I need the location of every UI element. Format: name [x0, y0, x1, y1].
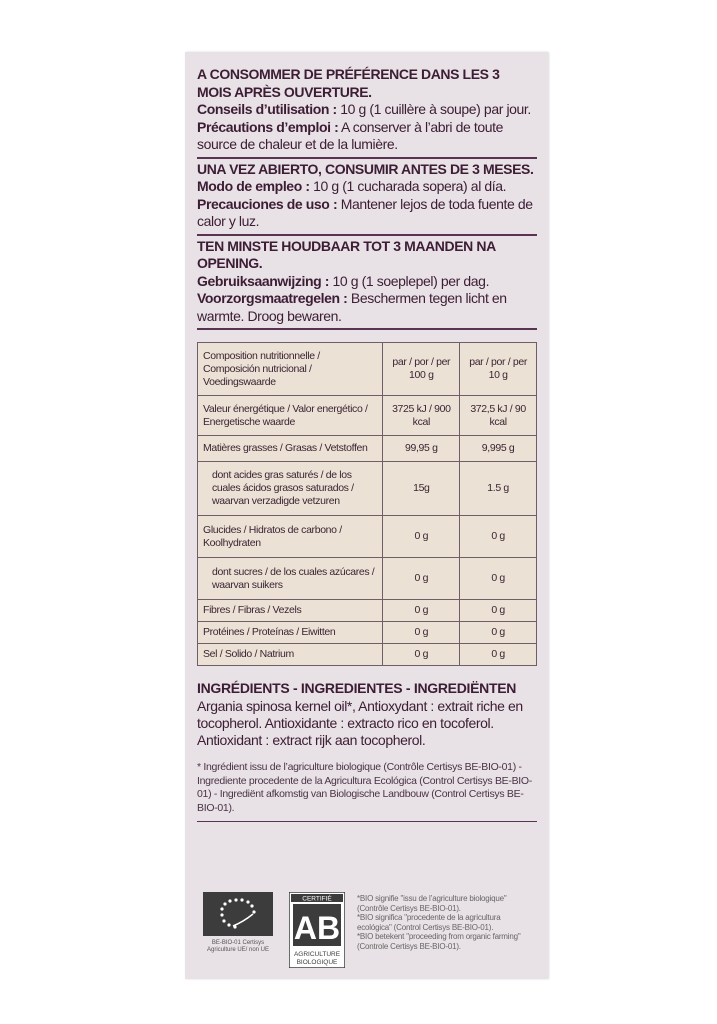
french-precaution-text: A conserver à l’abri de toute source de chaleur et de la lumière.: [197, 118, 504, 152]
spanish-precaution: [197, 196, 537, 231]
nutrition-row-protein: [198, 622, 537, 644]
dutch-usage-text: 10 g (1 soeplepel) per dag.: [329, 272, 490, 289]
nutrition-row-label: Protéines / Proteínas / Eiwitten: [198, 622, 383, 644]
dutch-usage-label: Gebruiksaanwijzing :: [197, 272, 330, 289]
label-content: [197, 66, 537, 822]
nutrition-row-per10: 0 g: [460, 516, 537, 558]
bio-note-fr: *BIO signifie "issu de l’agriculture biologique" (Contrôle Certisys BE-BIO-01).: [357, 894, 507, 913]
spanish-usage-text: 10 g (1 cucharada sopera) al día.: [309, 178, 507, 194]
nutrition-row-energy: [198, 396, 537, 436]
nutrition-row-per10: 0 g: [460, 644, 537, 666]
nutrition-table: [197, 342, 537, 666]
nutrition-row-per100: 0 g: [383, 644, 460, 666]
french-usage-text: 10 g (1 cuillère à soupe) par jour.: [336, 101, 531, 117]
eu-organic-leaf-icon: [203, 892, 273, 936]
ab-certifie-text: CERTIFIÉ: [302, 895, 332, 903]
nutrition-row-sugars: [198, 558, 537, 600]
nutrition-row-per100: 3725 kJ / 900 kcal: [383, 396, 460, 436]
nutrition-row-per100: 0 g: [383, 516, 460, 558]
nutrition-row-per100: 0 g: [383, 622, 460, 644]
ab-agriculture-text: AGRICULTURE: [293, 951, 341, 958]
nutrition-row-per10: 0 g: [460, 558, 537, 600]
nutrition-row-per100: 99,95 g: [383, 436, 460, 462]
nutrition-row-label: Glucides / Hidratos de carbono / Koolhydraten: [198, 516, 383, 558]
divider: [197, 821, 537, 822]
nutrition-row-fat: [198, 436, 537, 462]
bio-note-nl: *BIO betekent "proceeding from organic farming" (Controle Certisys BE-BIO-01).: [357, 932, 521, 951]
divider: [197, 157, 537, 159]
ab-organic-logo-icon: [289, 892, 345, 968]
nutrition-row-label: Valeur énergétique / Valor energético / Energetische waarde: [198, 396, 383, 436]
certification-logos: [197, 892, 537, 972]
nutrition-row-per10: 9,995 g: [460, 436, 537, 462]
ingredients-title: INGRÉDIENTS - INGREDIENTES - INGREDIËNTEN: [197, 680, 517, 696]
nutrition-row-per10: 0 g: [460, 600, 537, 622]
eu-certification-code: BE-BIO-01 Certisys Agriculture UE/ non UE: [206, 940, 270, 953]
nutrition-row-fibre: [198, 600, 537, 622]
ingredients-text: Argania spinosa kernel oil*, Antioxydant : extrait riche en tocopherol. Antioxidante : extracto rico en tocoferol. Antioxidant : extract rijk aan tocopherol.: [197, 698, 523, 748]
bio-notes: [357, 894, 537, 952]
nutrition-header-row: [198, 343, 537, 396]
section-french: [197, 66, 537, 154]
french-usage: [197, 101, 537, 119]
french-precaution: [197, 119, 537, 154]
dutch-heading: TEN MINSTE HOUDBAAR TOT 3 MAANDEN NA OPENING.: [197, 237, 496, 271]
french-heading: A CONSOMMER DE PRÉFÉRENCE DANS LES 3 MOIS APRÈS OUVERTURE.: [197, 66, 500, 100]
section-spanish: [197, 161, 537, 231]
section-dutch: [197, 238, 537, 326]
nutrition-row-saturated: [198, 462, 537, 516]
divider: [197, 234, 537, 236]
nutrition-row-per10: 0 g: [460, 622, 537, 644]
spanish-usage-label: Modo de empleo :: [197, 178, 310, 194]
divider: [197, 328, 537, 330]
ab-biologique-text: BIOLOGIQUE: [296, 959, 338, 966]
dutch-precaution-text: Beschermen tegen licht en warmte. Droog bewaren.: [197, 290, 507, 324]
spanish-usage: [197, 178, 537, 196]
nutrition-row-label: dont acides gras saturés / de los cuales ácidos grasos saturados / waarvan verzadigde vetzuren: [198, 462, 383, 516]
spanish-precaution-text: Mantener lejos de toda fuente de calor y luz.: [197, 195, 533, 229]
bio-note-es: *BIO significa "procedente de la agricultura ecológica" (Control Certisys BE-BIO-01).: [357, 913, 501, 932]
nutrition-row-label: dont sucres / de los cuales azúcares / waarvan suikers: [198, 558, 383, 600]
dutch-usage: [197, 273, 537, 291]
nutrition-row-carbs: [198, 516, 537, 558]
nutrition-header-per100: par / por / per 100 g: [383, 343, 460, 396]
nutrition-row-per10: 372,5 kJ / 90 kcal: [460, 396, 537, 436]
spanish-precaution-label: Precauciones de uso :: [197, 195, 338, 212]
nutrition-row-per100: 15g: [383, 462, 460, 516]
nutrition-row-salt: [198, 644, 537, 666]
french-precaution-label: Précautions d’emploi :: [197, 118, 339, 135]
nutrition-header-per10: par / por / per 10 g: [460, 343, 537, 396]
nutrition-row-label: Matières grasses / Grasas / Vetstoffen: [198, 436, 383, 462]
nutrition-header-label: Composition nutritionnelle / Composición nutricional / Voedingswaarde: [198, 343, 383, 396]
nutrition-row-per100: 0 g: [383, 558, 460, 600]
dutch-precaution: [197, 290, 537, 325]
nutrition-row-per100: 0 g: [383, 600, 460, 622]
ab-letters-text: AB: [293, 910, 341, 946]
organic-footnote: * Ingrédient issu de l’agriculture biologique (Contrôle Certisys BE-BIO-01) - Ingrediente procedente de la Agricultura Ecológica (Control Certisys BE-BIO-01) - Ingrediënt afkomstig van Biologische Landbouw (Control Certisys BE-BIO-01).: [197, 761, 532, 814]
nutrition-row-label: Fibres / Fibras / Vezels: [198, 600, 383, 622]
spanish-heading: UNA VEZ ABIERTO, CONSUMIR ANTES DE 3 MESES.: [197, 160, 534, 177]
nutrition-row-label: Sel / Solido / Natrium: [198, 644, 383, 666]
dutch-precaution-label: Voorzorgsmaatregelen :: [197, 290, 348, 306]
nutrition-row-per10: 1.5 g: [460, 462, 537, 516]
french-usage-label: Conseils d’utilisation :: [197, 101, 337, 117]
